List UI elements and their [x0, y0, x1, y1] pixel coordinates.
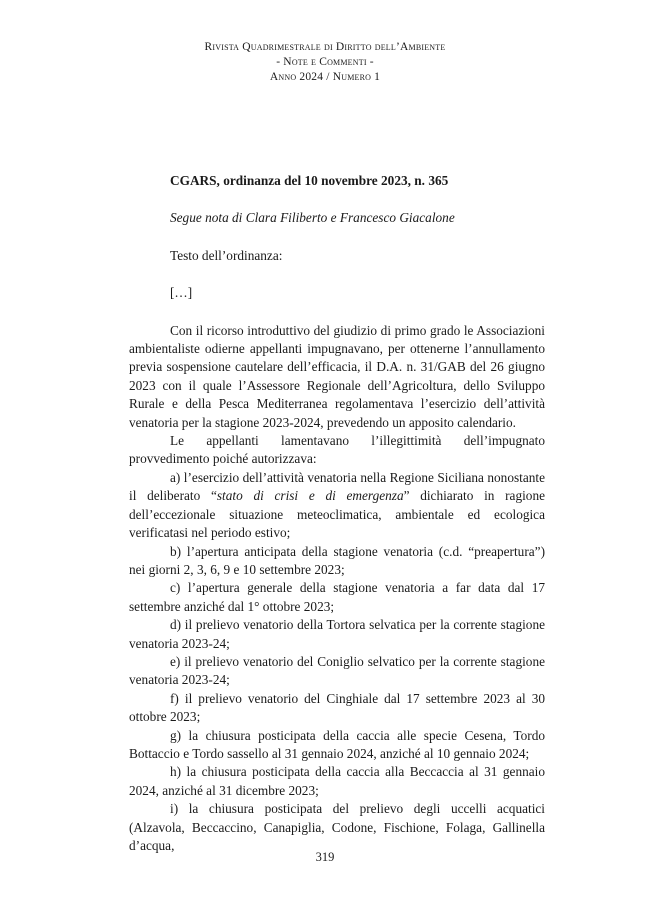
- list-item-i: i) la chiusura posticipata del prelievo degli uccelli acquatici (Alzavola, Beccaccino, Canapiglia, Codone, Fischione, Folaga, Gallinella d’acqua,: [129, 801, 545, 853]
- article-byline: Segue nota di Clara Filiberto e Francesco Giacalone: [170, 210, 455, 226]
- list-item-e: e) il prelievo venatorio del Coniglio selvatico per la corrente stagione venatoria 2023-24;: [129, 653, 545, 688]
- list-item-b: b) l’apertura anticipata della stagione venatoria (c.d. “preapertura”) nei giorni 2, 3, 6, 9 e 10 settembre 2023;: [129, 543, 545, 577]
- journal-title: Rivista Quadrimestrale di Diritto dell’Ambiente: [204, 41, 446, 53]
- journal-issue: Anno 2024 / Numero 1: [269, 71, 381, 83]
- article-body: [129, 172, 545, 855]
- list-item-a-pre: a) l’esercizio dell’attività venatoria nella Regione Siciliana nonostante il deliberato “: [129, 469, 545, 504]
- list-item-d: d) il prelievo venatorio della Tortora selvatica per la corrente stagione venatoria 2023-24;: [129, 617, 545, 651]
- omission-mark: […]: [170, 285, 193, 301]
- list-item-f: f) il prelievo venatorio del Cinghiale dal 17 settembre 2023 al 30 ottobre 2023;: [129, 690, 545, 725]
- list-item-a: [129, 469, 545, 543]
- list-item-a-emphasis: stato di crisi e di emergenza: [216, 488, 404, 504]
- paragraph-claims: Le appellanti lamentavano l’illegittimità dell’impugnato provvedimento poiché autorizzava:: [129, 433, 545, 467]
- list-item-g: g) la chiusura posticipata della caccia alle specie Cesena, Tordo Bottaccio e Tordo sassello al 31 gennaio 2024, anziché al 10 gennaio 2024;: [129, 727, 545, 761]
- running-header: [0, 40, 650, 85]
- page-number: 319: [315, 850, 335, 864]
- list-item-h: h) la chiusura posticipata della caccia alla Beccaccia al 31 gennaio 2024, anziché al 31 dicembre 2023;: [129, 764, 545, 798]
- journal-section: - Note e Commenti -: [276, 56, 374, 68]
- paragraph-intro: Con il ricorso introduttivo del giudizio di primo grado le Associazioni ambientaliste odierne appellanti impugnavano, per ottenerne l’annullamento previa sospensione cautelare dell’efficacia, il D.A. n. 31/GAB del 26 giugno 2023 con il quale l’Assessore Regionale dell’Agricoltura, dello Sviluppo Rurale e della Pesca Mediterranea regolamentava l’esercizio dell’attività venatoria per la stagione 2023-2024, prevedendo un apposito calendario.: [129, 322, 545, 430]
- list-item-c: c) l’apertura generale della stagione venatoria a far data dal 17 settembre anziché dal 1° ottobre 2023;: [129, 580, 545, 614]
- article-title: CGARS, ordinanza del 10 novembre 2023, n. 365: [170, 173, 449, 188]
- section-label: Testo dell’ordinanza:: [170, 247, 283, 263]
- list-item-a-post: ” dichiarato in ragione dell’eccezionale situazione meteoclimatica, ambientale ed ecologica verificatasi nel periodo estivo;: [129, 488, 546, 541]
